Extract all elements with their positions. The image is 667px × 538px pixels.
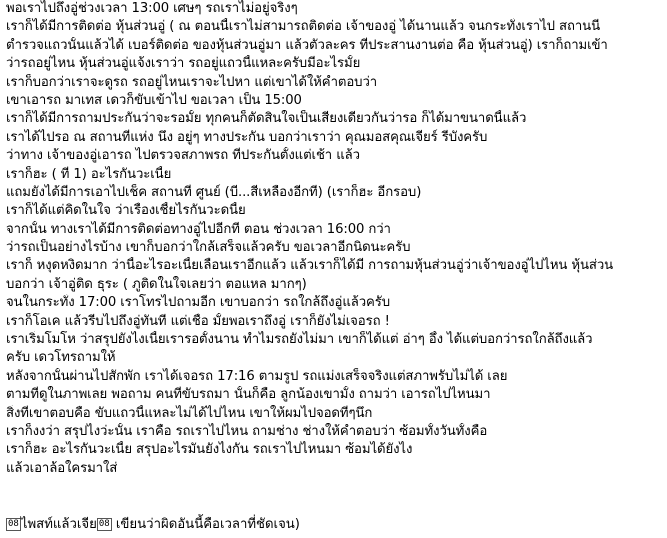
post-line: แล้วเอาล้อใครมาใส่ [6,460,118,476]
post-line: ครับ เดวโทรถามให้ [6,350,116,366]
post-line: ว่ารถอยู่ไหน หุ้นส่วนอู่แจ้งเราว่า รถอยู่แถวนี้แหละครับมีอะไรมั้ย [6,56,361,72]
post-line: เราก็ได้มีการถามประกันว่าจะรอมั้ย ทุกคนก็ตัดสินใจเป็นเสียงเดียวกันว่ารอ ก็ได้มาขนาดนี้แล้ว [6,111,527,127]
post-line: ตามที่ดูในภาพเลย พอถาม คนที่ขับรถมา นั้นก็คือ ลูกน้องเขามั้ง ถามว่า เอารถไปไหนมา [6,387,491,403]
post-line: สิ่งที่เขาตอบคือ ขับแถวนี้แหละไม่ได้ไปไหน เขาให้ผมไปจอดที่ๆนึก [6,405,373,421]
post-line: เราก็ หงุดหงิดมาก ว่านี้อะไรอะเนี้ยเลื่อนเราอีกแล้ว แล้วเราก็ได้มี การถามหุ้นส่วนอู่ว่าเจ้าของอู่ไปไหน หุ้นส่วน [6,258,614,274]
post-line: เราก็ฮะ ( ที่ 1) อะไรกันวะเนี้ย [6,166,172,182]
post-line: เราเริ่มโมโห ว่าสรุปยังไงเนี้ยเรารอตั้งนาน ทำไมรถยังไม่มา เขาก็ได้แต่ อ่าๆ อึ้ง ได้แต่บอกว่ารถใกล้ถึงแล้ว [6,332,593,348]
post-line: เขาเอารถ มาเทส เดวก็ขับเข้าไป ขอเวลา เป็น 15:00 [6,92,302,108]
post-line: พอเราไปถึงอู่ช่วงเวลา 13:00 เศษๆ รถเราไม่อยู่จริงๆ [6,1,298,16]
post-line: เราก็ได้แต่คิดในใจ ว่าเรื่องเชี้ยไรกันวะดนี้ย [6,203,246,219]
post-line: เราก็บอกว่าเราจะดูรถ รถอยู่ไหนเราจะไปหา แต่เขาได้ให้คำตอบว่า [6,74,378,90]
post-body [6,0,661,478]
post-line: จากนั้น ทางเราได้มีการติดต่อทางอู่ไปอีกที ตอน ช่วงเวลา 16:00 กว่า [6,221,391,237]
post-line: ว่ารถเป็นอย่างไรบ้าง เขาก็บอกว่าใกล้เสร็จแล้วครับ ขอเวลาอีกนิดนะครับ [6,240,411,256]
emoji-icon: 08 [98,519,110,529]
post-line: ตำรวจแถวนั้นแล้วได้ เบอร์ติดต่อ ของหุ้นส่วนอู่มา แล้วตัวละคร ที่ประสานงานต่อ คือ หุ้นส่วนอู่) เราก็ถามเข้า [6,37,608,53]
post-line: เราก็โอเค แล้วรีบไปถึงอู่ทันที แต่เชื่อ มั้ยพอเราถึงอู่ เราก็ยังไม่เจอรถ ! [6,313,390,329]
footer-text-end: เขียนว่าผิดอันนี้คือเวลาที่ชัดเจน) [111,517,300,532]
post-line: จนในกระทั่ง 17:00 เราโทรไปถามอีก เขาบอกว่า รถใกล้ถึงอู่แล้วครับ [6,295,390,311]
post-line: เราก็งงว่า สรุปไงว่ะนั้น เราคือ รถเราไปไหน ถามช่าง ช่างให้คำตอบว่า ซ้อมทั้งวันทั้งคือ [6,423,488,439]
post-line: เราได้ไปรอ ณ สถานที่แห่ง นึง อยู่ๆ ทางประกัน บอกว่าเราว่า คุณมอสคุณเจียร์ รีบังครับ [6,129,488,145]
post-line: บอกว่า เจ้าอู่ติด ธุระ ( ภูติดในใจเลยว่า ตอแหล มากๆ) [6,276,307,292]
post-line: ว่าทาง เจ้าของอู่เอารถ ไปตรวจสภาพรถ ที่ประกันตั้งแต่เช้า แล้ว [6,148,360,164]
post-line: แถมยังได้มีการเอาไปเช็ค สถานที่ ศูนย์ (บี...สีเหลืองอีกที) (เราก็ฮะ อีกรอบ) [6,184,422,200]
post-footer [6,516,300,534]
footer-text: ไพสท์แล้วเจีย [20,517,97,532]
post-line: เราก็ฮะ อะไรกันวะเนี้ย สรุปอะไรมันยังไงกัน รถเราไปไหนมา ซ้อมได้ยังไง [6,442,413,458]
post-line: เราก็ได้มีการติดต่อ หุ้นส่วนอู่ ( ณ ตอนนี้เราไม่สามารถติดต่อ เจ้าของอู่ ได้นานแล้ว จนกระทั่งเราไป สถานนี [6,19,600,35]
post-line: หลังจากนั้นผ่านไปสักพัก เราได้เจอรถ 17:16 ตามรูป รถแม่งเสร็จจริงแต่สภาพรับไม่ได้ เลย [6,368,508,384]
emoji-icon: 08 [8,519,19,529]
